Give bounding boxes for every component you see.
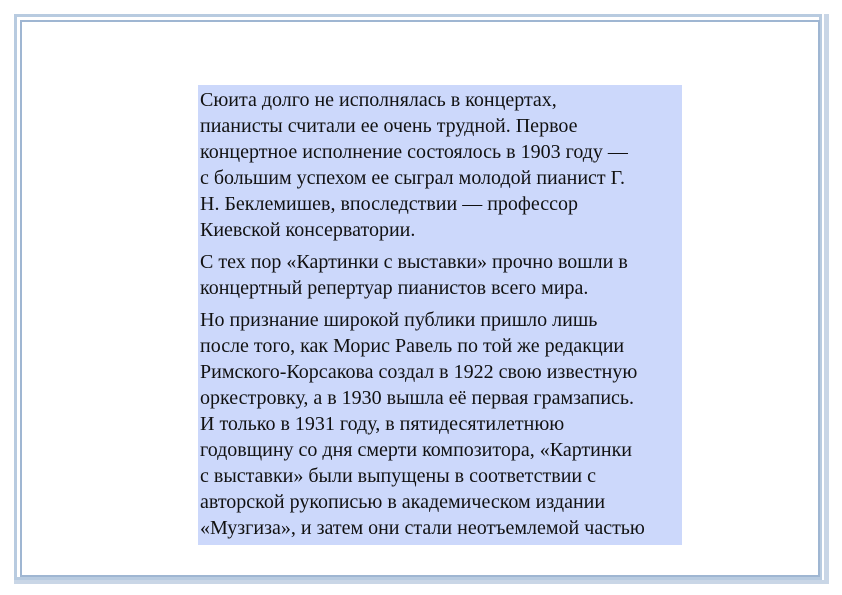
- paragraph-repertoire: С тех пор «Картинки с выставки» прочно вошли в концертный репертуар пианистов всего мира.: [200, 251, 628, 299]
- frame-shadow: [824, 14, 829, 582]
- selected-text-box[interactable]: [198, 85, 682, 545]
- paragraph-ravel-orchestration: Но признание широкой публики пришло лишь после того, как Морис Равель по той же редакции Римского-Корсакова создал в 1922 свою известную оркестровку, а в 1930 вышла её первая грамзапись. И только в 1931 году, в пятидесятилетнюю годовщину со дня смерти композитора, «Картинки с выставки» были выпущены в соответствии с авторской рукописью в академическом издании «Музгиза», и затем они стали неотъемлемой частью: [200, 309, 645, 539]
- paragraph-premiere: Сюита долго не исполнялась в концертах, пианисты считали ее очень трудной. Первое концертное исполнение состоялось в 1903 году — с большим успехом ее сыграл молодой пианист Г. Н. Беклемишев, впоследствии — профессор Киевской консерватории.: [200, 89, 628, 241]
- frame-shadow: [14, 580, 829, 584]
